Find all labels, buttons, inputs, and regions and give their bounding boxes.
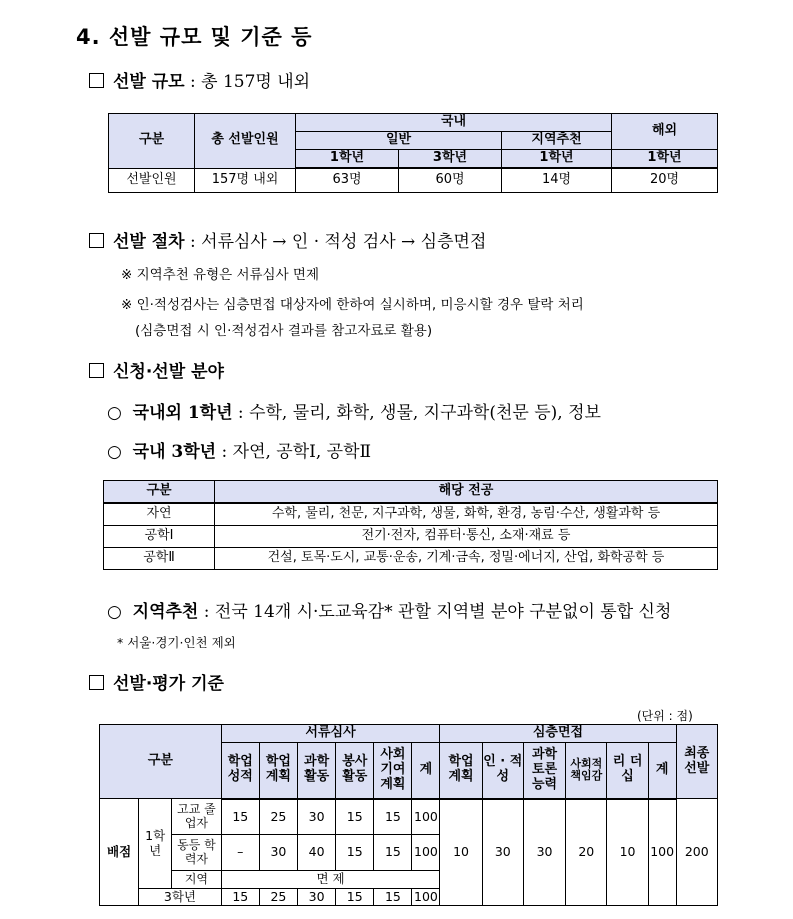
fields-item-2-label: 국내 3학년 [132, 442, 217, 462]
fields-item-2-text: 자연, 공학Ⅰ, 공학Ⅱ [232, 442, 372, 462]
interview-score: 100 [648, 799, 676, 906]
fields-table [103, 480, 718, 570]
score-cell: 15 [336, 889, 374, 906]
interview-score: 10 [440, 799, 482, 906]
row-header-baejeom: 배점 [100, 799, 139, 906]
interview-col: 리 더 십 [607, 743, 648, 799]
interview-score: 10 [607, 799, 648, 906]
score-cell: 100 [412, 835, 440, 871]
fields-col-major: 해당 전공 [215, 481, 718, 504]
scale-col-regional: 지역추천 [502, 132, 612, 150]
circle-bullet-icon: ○ [107, 403, 122, 423]
scale-sub-grade1: 1학년 [296, 150, 399, 169]
fields-line [89, 357, 224, 382]
scale-cell: 60명 [399, 168, 502, 192]
scale-cell: 20명 [612, 168, 718, 192]
scale-text: 총 157명 내외 [201, 72, 311, 92]
regional-note: * 서울·경기·인천 제외 [117, 635, 236, 650]
fields-col-gubun: 구분 [104, 481, 215, 504]
final-score: 200 [676, 799, 717, 906]
checkbox-square-icon [89, 675, 104, 690]
interview-col: 인 · 적성 [482, 743, 523, 799]
scale-cell: 14명 [502, 168, 612, 192]
interview-col: 사회적 책임감 [566, 743, 607, 799]
procedure-text: 서류심사 → 인 · 적성 검사 → 심층면접 [201, 232, 487, 252]
scale-sub-grade1: 1학년 [502, 150, 612, 169]
doc-col: 봉사 활동 [336, 743, 374, 799]
criteria-line [89, 669, 224, 694]
score-cell: 15 [374, 889, 412, 906]
scale-line: 선발 규모 : 총 157명 내외 [89, 67, 310, 92]
scale-col-domestic: 국내 [296, 114, 612, 132]
unit-label: (단위 : 점) [637, 709, 693, 723]
grade1-label: 1학년 [139, 799, 172, 889]
score-cell: 15 [336, 799, 374, 835]
doc-col: 학업 성적 [221, 743, 259, 799]
procedure-line: 선발 절차 : 서류심사 → 인 · 적성 검사 → 심층면접 [89, 227, 486, 252]
circle-bullet-icon: ○ [107, 602, 122, 622]
interview-col: 과학 토론 능력 [523, 743, 565, 799]
scale-col-total: 총 선발인원 [195, 114, 296, 169]
fields-cell: 전기·전자, 컴퓨터·통신, 소재·재료 등 [215, 526, 718, 548]
regional-text: 전국 14개 시·도교육감* 관할 지역별 분야 구분없이 통합 신청 [214, 602, 672, 622]
sub-row-label: 동등 학력자 [172, 835, 222, 871]
criteria-group-doc: 서류심사 [221, 725, 440, 743]
scale-sub-grade1: 1학년 [612, 150, 718, 169]
fields-cell: 공학Ⅱ [104, 548, 215, 570]
criteria-col-final: 최종 선발 [676, 725, 717, 799]
criteria-col-gubun: 구분 [100, 725, 222, 799]
scale-col-general: 일반 [296, 132, 502, 150]
regional-label: 지역추천 [132, 602, 199, 622]
fields-item-1-label: 국내외 1학년 [132, 403, 233, 423]
doc-col: 과학 활동 [298, 743, 336, 799]
scale-cell: 63명 [296, 168, 399, 192]
criteria-group-interview: 심층면접 [440, 725, 676, 743]
score-cell: 30 [298, 799, 336, 835]
scale-col-overseas: 해외 [612, 114, 718, 150]
fields-label: 신청·선발 분야 [113, 362, 224, 382]
interview-score: 30 [523, 799, 565, 906]
scale-label: 선발 규모 [113, 72, 185, 92]
sub-row-label: 고교 졸업자 [172, 799, 222, 835]
checkbox-square-icon [89, 233, 104, 248]
criteria-table [99, 724, 718, 906]
score-cell: 40 [298, 835, 336, 871]
procedure-note: ※ 인·적성검사는 심층면접 대상자에 한하여 실시하며, 미응시할 경우 탈락 처리 [121, 297, 584, 313]
score-cell: 30 [259, 835, 297, 871]
interview-col: 계 [648, 743, 676, 799]
procedure-note: (심층면접 시 인·적성검사 결과를 참고자료로 활용) [135, 323, 433, 339]
interview-col: 학업 계획 [440, 743, 482, 799]
score-cell: 15 [221, 889, 259, 906]
scale-col-gubun: 구분 [109, 114, 195, 169]
scale-table [108, 113, 718, 193]
doc-col: 학업 계획 [259, 743, 297, 799]
fields-cell: 건설, 토목·도시, 교통·운송, 기계·금속, 정밀·에너지, 산업, 화학공학 등 [215, 548, 718, 570]
sub-row-label: 지역 [172, 871, 222, 889]
criteria-label: 선발·평가 기준 [113, 674, 224, 694]
fields-cell: 수학, 물리, 천문, 지구과학, 생물, 화학, 환경, 농림·수산, 생활과학 등 [215, 503, 718, 526]
doc-col: 사회 기여 계획 [374, 743, 412, 799]
procedure-label: 선발 절차 [113, 232, 185, 252]
scale-cell: 선발인원 [109, 168, 195, 192]
regional-line: ○ 지역추천 : 전국 14개 시·도교육감* 관할 지역별 분야 구분없이 통합 신청 [107, 602, 672, 622]
score-cell: 100 [412, 799, 440, 835]
score-cell: 30 [298, 889, 336, 906]
score-cell: 15 [336, 835, 374, 871]
checkbox-square-icon [89, 363, 104, 378]
grade3-label: 3학년 [139, 889, 222, 906]
score-cell: 25 [259, 799, 297, 835]
scale-sub-grade3: 3학년 [399, 150, 502, 169]
fields-item-1-text: 수학, 물리, 화학, 생물, 지구과학(천문 등), 정보 [249, 403, 601, 423]
doc-col: 계 [412, 743, 440, 799]
score-cell: 15 [374, 799, 412, 835]
score-cell: – [221, 835, 259, 871]
score-cell: 100 [412, 889, 440, 906]
interview-score: 20 [566, 799, 607, 906]
procedure-note: ※ 지역추천 유형은 서류심사 면제 [121, 267, 320, 283]
score-cell: 15 [374, 835, 412, 871]
fields-cell: 자연 [104, 503, 215, 526]
section-heading: 4. 선발 규모 및 기준 등 [76, 25, 313, 49]
score-cell: 15 [221, 799, 259, 835]
scale-cell: 157명 내외 [195, 168, 296, 192]
fields-cell: 공학Ⅰ [104, 526, 215, 548]
checkbox-square-icon [89, 73, 104, 88]
interview-score: 30 [482, 799, 523, 906]
fields-item-2: ○ 국내 3학년 : 자연, 공학Ⅰ, 공학Ⅱ [107, 442, 372, 462]
circle-bullet-icon: ○ [107, 442, 122, 462]
score-cell: 25 [259, 889, 297, 906]
fields-item-1: ○ 국내외 1학년 : 수학, 물리, 화학, 생물, 지구과학(천문 등), 정보 [107, 403, 601, 423]
exempt-cell: 면 제 [221, 871, 440, 889]
